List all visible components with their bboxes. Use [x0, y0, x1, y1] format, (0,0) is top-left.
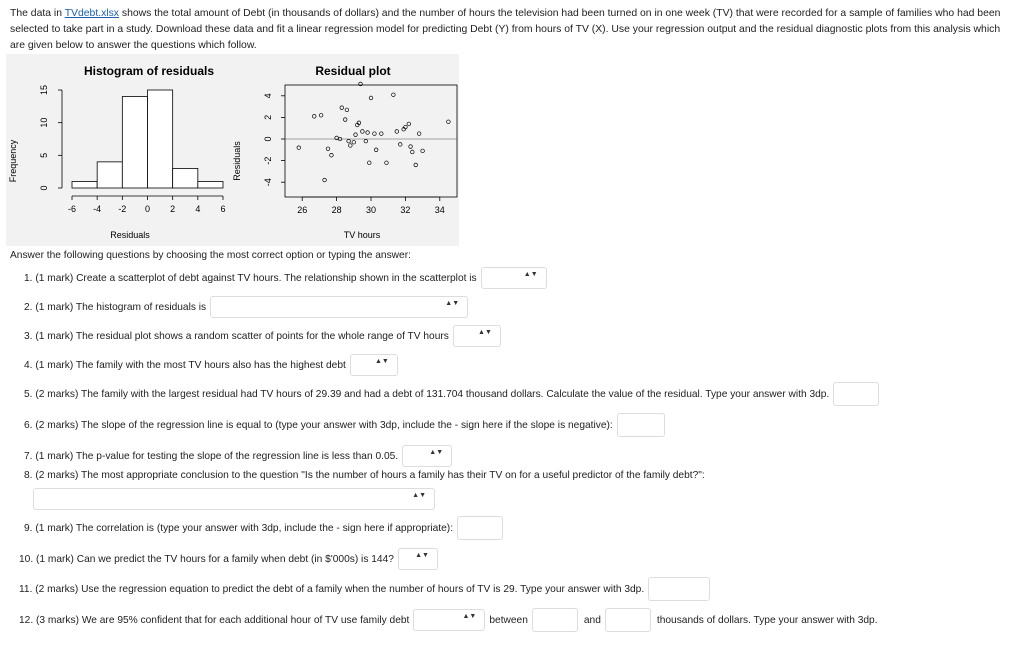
hist-x-tick-label: 6 — [220, 204, 226, 214]
residual-point — [323, 178, 327, 182]
residual-point — [421, 149, 425, 153]
histogram-bar — [97, 162, 122, 188]
residual-point — [407, 122, 411, 126]
select-arrow-icon: ▲▼ — [445, 300, 460, 307]
resid-x-tick-label: 28 — [331, 205, 342, 215]
question-9-text: 9. (1 mark) The correlation is (type your answer with 3dp, include the - sign here if appropriate): — [24, 522, 454, 534]
question-10-text: 10. (1 mark) Can we predict the TV hours for a family when debt (in $'000s) is 144? — [19, 553, 394, 565]
residual-point — [347, 139, 351, 143]
data-file-link[interactable]: TVdebt.xlsx — [64, 8, 119, 19]
question-7-text: 7. (1 mark) The p-value for testing the slope of the regression line is less than 0.05. — [24, 450, 399, 462]
resid-x-tick-label: 34 — [434, 205, 445, 215]
histogram-bar — [173, 168, 198, 188]
residual-point — [297, 146, 301, 150]
residual-point — [417, 132, 421, 136]
hist-y-tick-label: 10 — [39, 117, 49, 128]
resid-y-tick-label: 2 — [263, 114, 273, 120]
resid-x-tick-label: 26 — [297, 205, 308, 215]
question-6-input[interactable] — [617, 413, 665, 437]
question-2-text: 2. (1 mark) The histogram of residuals is — [24, 301, 207, 313]
histogram-bar — [148, 90, 173, 188]
question-5-input[interactable] — [833, 382, 879, 406]
hist-bars — [72, 90, 223, 188]
residual-point — [395, 130, 399, 134]
residual-point — [340, 106, 344, 110]
residual-point — [326, 147, 330, 151]
question-8-text: 8. (2 marks) The most appropriate conclusion to the question "Is the number of hours a family has their TV on for a useful predictor of the family debt?": — [24, 470, 705, 481]
question-11-input[interactable] — [648, 577, 710, 601]
hist-x-tick-label: -4 — [93, 204, 102, 214]
residual-point — [312, 115, 316, 119]
resid-y-tick-label: -2 — [263, 156, 273, 165]
residual-point — [343, 118, 347, 122]
residual-point — [367, 161, 371, 165]
hist-y-tick-label: 15 — [39, 84, 49, 96]
residual-point — [414, 163, 418, 167]
histogram-bar — [122, 97, 147, 188]
hist-xlabel: Residuals — [110, 230, 150, 240]
question-8-select[interactable] — [33, 488, 435, 510]
question-7 — [24, 445, 452, 467]
resid-plot-box — [285, 85, 457, 197]
resid-xlabel: TV hours — [343, 230, 381, 240]
residual-point — [374, 148, 378, 152]
residual-point — [369, 96, 373, 100]
question-2 — [24, 296, 468, 318]
question-12 — [19, 608, 878, 632]
hist-x-tick-label: 0 — [144, 204, 151, 214]
question-1-text: 1. (1 mark) Create a scatterplot of debt against TV hours. The relationship shown in the scatterplot is — [24, 272, 477, 284]
resid-ylabel: Residuals — [232, 141, 242, 181]
question-9-input[interactable] — [457, 516, 503, 540]
question-3 — [24, 325, 501, 347]
question-10 — [19, 548, 438, 570]
residual-point — [361, 130, 365, 134]
residual-point — [409, 145, 413, 149]
question-2-select[interactable] — [210, 296, 468, 318]
histogram-bar — [198, 181, 223, 188]
question-12-select[interactable] — [413, 609, 485, 631]
question-1-select[interactable] — [481, 267, 547, 289]
question-4-text: 4. (1 mark) The family with the most TV hours also has the highest debt — [24, 359, 346, 371]
select-arrow-icon: ▲▼ — [478, 329, 492, 336]
question-12-between-label: between — [489, 614, 528, 626]
hist-x-tick-label: 4 — [195, 204, 201, 214]
residual-point — [354, 133, 358, 137]
residual-point — [380, 132, 384, 136]
plots-svg — [6, 54, 459, 246]
question-8 — [24, 470, 705, 481]
question-10-select[interactable] — [398, 548, 438, 570]
select-arrow-icon: ▲▼ — [462, 613, 477, 620]
question-9 — [24, 516, 503, 540]
question-1 — [24, 267, 547, 289]
question-12-text: 12. (3 marks) We are 95% confident that for each additional hour of TV use family debt — [19, 614, 410, 626]
select-arrow-icon: ▲▼ — [412, 492, 426, 499]
select-arrow-icon: ▲▼ — [374, 358, 389, 365]
intro-text — [10, 6, 1015, 54]
resid-y-tick-label: 4 — [263, 93, 273, 99]
residual-point — [349, 144, 353, 148]
question-5 — [24, 382, 879, 406]
hist-y-tick-label: 0 — [39, 185, 49, 191]
residual-point — [330, 153, 334, 157]
question-6 — [24, 413, 665, 437]
residual-point — [398, 143, 402, 147]
question-7-select[interactable] — [402, 445, 452, 467]
question-12-suffix: thousands of dollars. Type your answer with 3dp. — [656, 614, 878, 626]
hist-title: Histogram of residuals — [83, 64, 215, 78]
hist-x-tick-label: -6 — [67, 204, 77, 214]
residual-point — [345, 108, 349, 112]
question-5-text: 5. (2 marks) The family with the largest residual had TV hours of 29.39 and had a debt of 131.704 thousand dollars. Calculate the value of the residual. Type your answer with 3dp. — [24, 388, 830, 400]
residual-point — [366, 131, 370, 135]
question-3-select[interactable] — [453, 325, 501, 347]
residual-point — [447, 120, 451, 124]
hist-x-tick-label: -2 — [118, 204, 127, 214]
question-11-text: 11. (2 marks) Use the regression equation to predict the debt of a family when the number of hours of TV is 29. Type your answer with 3dp. — [19, 583, 645, 595]
resid-y-tick-label: -4 — [263, 178, 273, 187]
residual-point — [364, 139, 368, 143]
question-12-and-label: and — [583, 614, 601, 626]
residual-point — [373, 132, 377, 136]
answer-intro: Answer the following questions by choosing the most correct option or typing the answer: — [10, 250, 411, 261]
resid-x-tick-label: 30 — [365, 205, 377, 215]
question-12-lower-input[interactable] — [532, 608, 578, 632]
residual-point — [319, 113, 323, 117]
residual-point — [385, 161, 389, 165]
question-11 — [19, 577, 710, 601]
question-4-select[interactable] — [350, 354, 398, 376]
resid-x-tick-label: 32 — [400, 205, 411, 215]
diagnostic-plots — [6, 54, 459, 246]
hist-ylabel: Frequency — [8, 139, 18, 183]
select-arrow-icon: ▲▼ — [523, 271, 538, 278]
resid-title: Residual plot — [315, 64, 391, 78]
question-6-text: 6. (2 marks) The slope of the regression line is equal to (type your answer with 3dp, include the - sign here if the slope is negative): — [24, 419, 613, 431]
resid-y-tick-label: 0 — [263, 136, 273, 142]
intro-prefix: The data in — [10, 8, 65, 19]
select-arrow-icon: ▲▼ — [429, 449, 444, 456]
question-12-upper-input[interactable] — [605, 608, 651, 632]
residual-point — [392, 93, 396, 97]
resid-points — [297, 82, 450, 182]
select-arrow-icon: ▲▼ — [415, 552, 429, 559]
intro-body: shows the total amount of Debt (in thousands of dollars) and the number of hours the television had been turned on in one week (TV) that were recorded for a sample of families who had been selected to take part in a study. Download these data and fit a linear regression model for predicting Debt (Y) from hours of TV (X). Use your regression output and the residual diagnostic plots from this analysis which are given below to answer the questions which follow. — [10, 8, 1001, 51]
question-3-text: 3. (1 mark) The residual plot shows a random scatter of points for the whole range of TV hours — [24, 330, 449, 342]
hist-x-tick-label: 2 — [170, 204, 176, 214]
residual-point — [352, 140, 356, 144]
residual-point — [410, 150, 414, 154]
hist-y-tick-label: 5 — [39, 152, 49, 158]
histogram-bar — [72, 181, 97, 188]
question-4 — [24, 354, 398, 376]
